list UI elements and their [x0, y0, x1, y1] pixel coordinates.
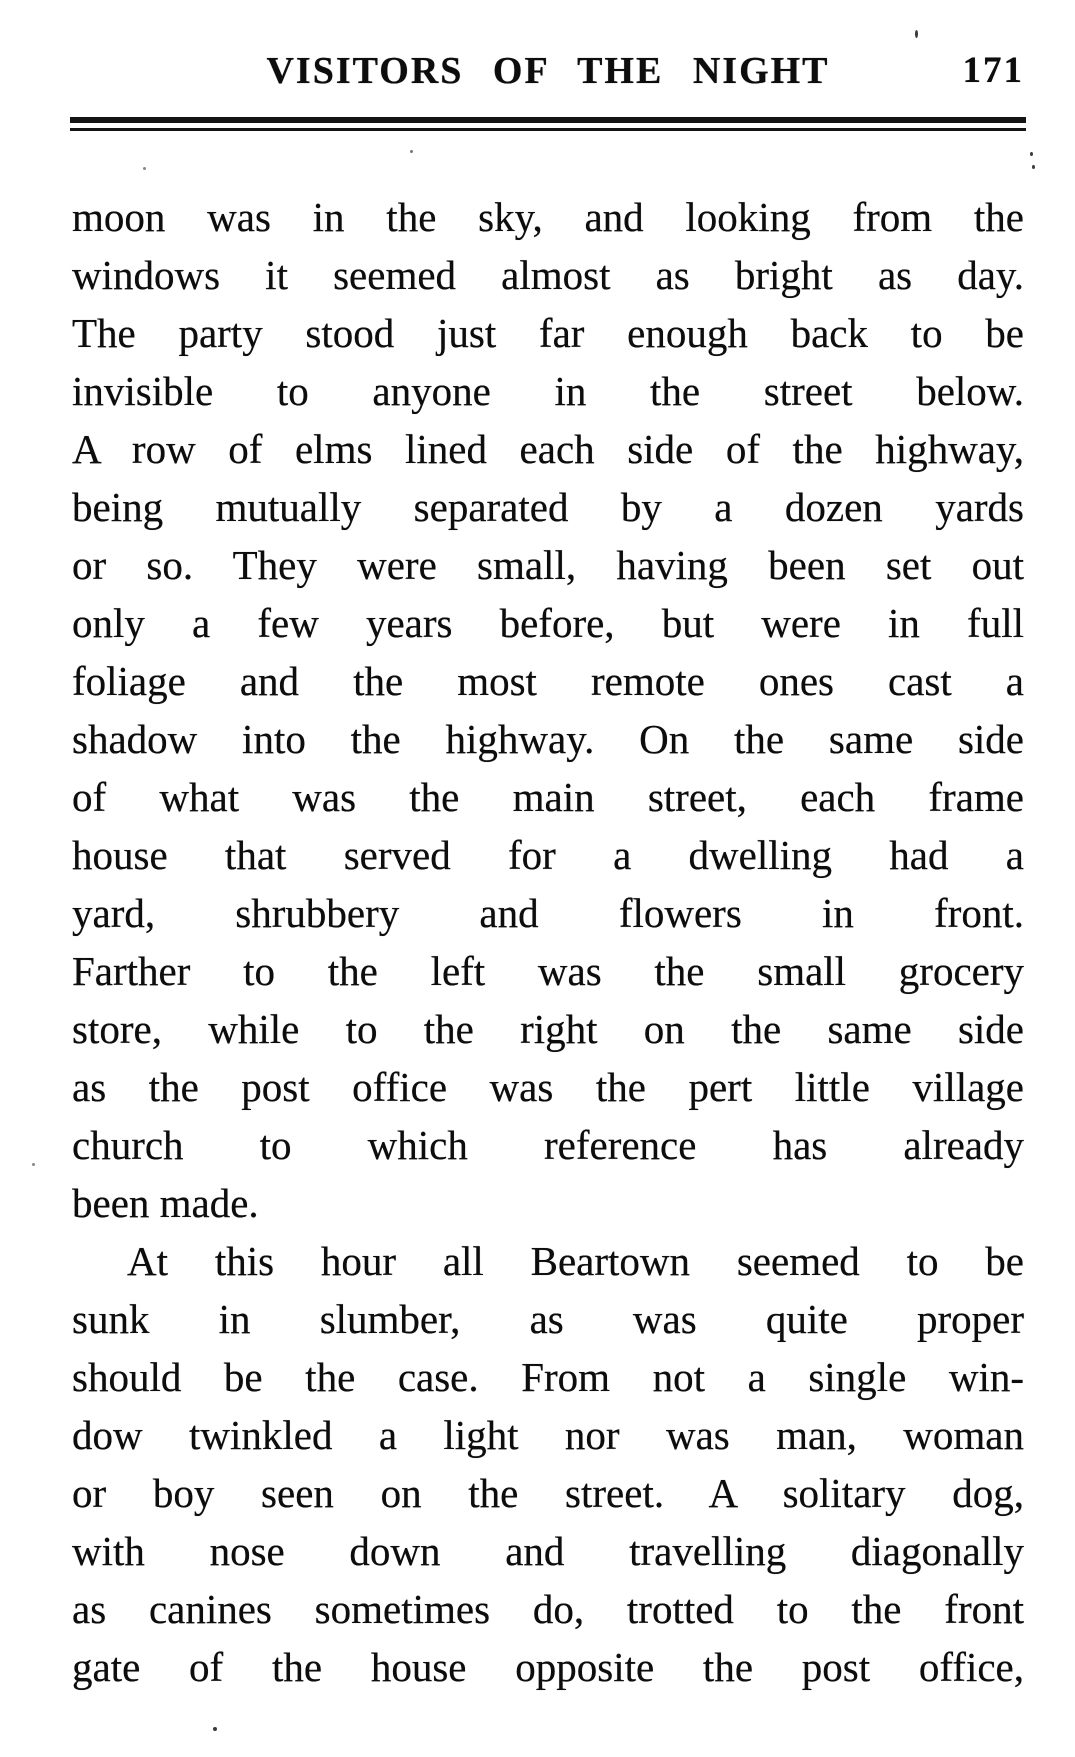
text-line: dow twinkled a light nor was man, woman — [72, 1412, 1024, 1458]
page-header — [72, 48, 1024, 94]
text-line: as canines sometimes do, trotted to the front — [72, 1586, 1024, 1632]
scan-speck — [915, 30, 918, 38]
scan-speck — [1030, 152, 1033, 156]
text-line: with nose down and travelling diagonally — [72, 1528, 1024, 1574]
text-line: of what was the main street, each frame — [72, 774, 1024, 820]
text-line: as the post office was the pert little village — [72, 1064, 1024, 1110]
text-line: store, while to the right on the same side — [72, 1006, 1024, 1052]
text-line: should be the case. From not a single win- — [72, 1354, 1024, 1400]
text-line: or boy seen on the street. A solitary dog, — [72, 1470, 1024, 1516]
text-line: yard, shrubbery and flowers in front. — [72, 890, 1024, 936]
running-title: VISITORS OF THE NIGHT — [266, 50, 830, 92]
page-number: 171 — [962, 50, 1024, 91]
text-line: being mutually separated by a dozen yards — [72, 484, 1024, 530]
scan-speck — [410, 150, 413, 153]
text-line: At this hour all Beartown seemed to be — [127, 1238, 1024, 1284]
text-line: invisible to anyone in the street below. — [72, 368, 1024, 414]
text-line: church to which reference has already — [72, 1122, 1024, 1168]
scan-speck — [213, 1727, 217, 1731]
scan-speck — [143, 167, 146, 170]
text-line: windows it seemed almost as bright as day. — [72, 252, 1024, 298]
scan-speck — [1032, 165, 1035, 169]
text-line: The party stood just far enough back to be — [72, 310, 1024, 356]
text-line: Farther to the left was the small grocery — [72, 948, 1024, 994]
text-line: moon was in the sky, and looking from the — [72, 194, 1024, 240]
text-line: only a few years before, but were in full — [72, 600, 1024, 646]
text-line: or so. They were small, having been set out — [72, 542, 1024, 588]
body-text — [72, 188, 1024, 1696]
text-line: been made. — [72, 1180, 259, 1226]
text-line: foliage and the most remote ones cast a — [72, 658, 1024, 704]
text-line: gate of the house opposite the post office, — [72, 1644, 1024, 1690]
scan-speck — [32, 1163, 35, 1166]
header-double-rule — [70, 117, 1026, 131]
text-line: A row of elms lined each side of the highway, — [72, 426, 1024, 472]
text-line: sunk in slumber, as was quite proper — [72, 1296, 1024, 1342]
text-line: shadow into the highway. On the same side — [72, 716, 1024, 762]
text-line: house that served for a dwelling had a — [72, 832, 1024, 878]
